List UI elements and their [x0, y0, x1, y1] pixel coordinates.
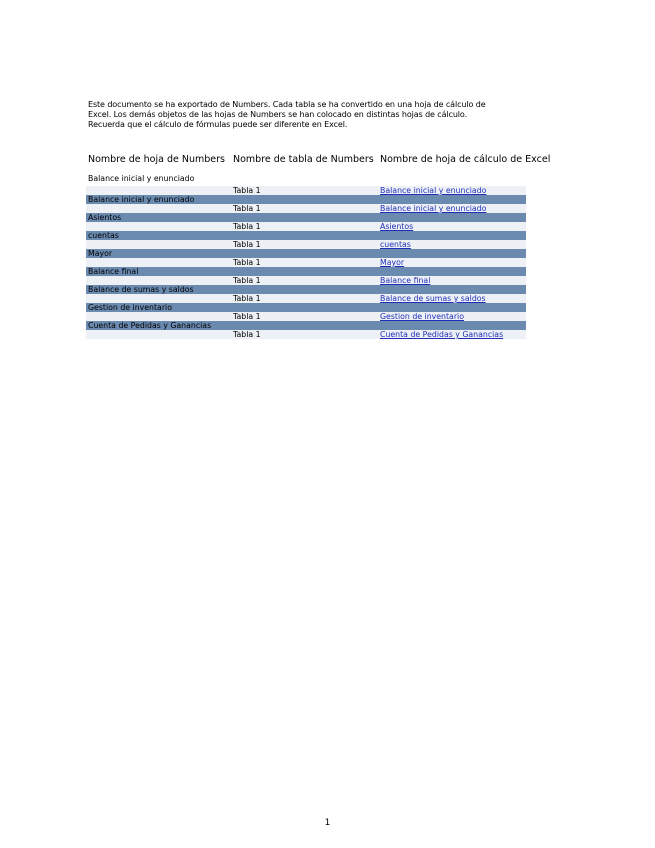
excel-sheet-link[interactable]: Asientos: [380, 222, 414, 231]
sheet-name: Gestion de inventario: [88, 303, 172, 312]
sheet-row: [86, 267, 526, 276]
table-row: [86, 258, 526, 267]
excel-sheet-link[interactable]: Balance inicial y enunciado: [380, 204, 487, 213]
header-table-name: Nombre de tabla de Numbers: [233, 154, 374, 165]
page-number: 1: [324, 818, 331, 828]
sheet-row: [86, 172, 526, 186]
excel-sheet-link[interactable]: Balance inicial y enunciado: [380, 186, 487, 195]
excel-sheet-link[interactable]: cuentas: [380, 240, 411, 249]
intro-line-3: Recuerda que el cálculo de fórmulas puede ser diferente en Excel.: [88, 120, 348, 129]
sheet-name: Balance inicial y enunciado: [88, 195, 195, 204]
intro-line-1: Este documento se ha exportado de Numbers. Cada tabla se ha convertido en una hoja de cálculo de: [88, 100, 486, 109]
table-row: [86, 330, 526, 339]
excel-sheet-link[interactable]: Mayor: [380, 258, 405, 267]
excel-sheet-link[interactable]: Cuenta de Pedidas y Ganancias: [380, 330, 504, 339]
table-row: [86, 312, 526, 321]
table-row: [86, 240, 526, 249]
sheet-name: cuentas: [88, 231, 119, 240]
sheet-name: Balance de sumas y saldos: [88, 285, 194, 294]
table-name: Tabla 1: [233, 240, 261, 249]
intro-text: [88, 100, 528, 130]
table-name: Tabla 1: [233, 258, 261, 267]
sheet-name: Cuenta de Pedidas y Ganancias: [88, 321, 212, 330]
sheet-row: [86, 213, 526, 222]
sheet-row: [86, 303, 526, 312]
sheet-name: Mayor: [88, 249, 113, 258]
sheet-row: [86, 231, 526, 240]
excel-sheet-link[interactable]: Balance de sumas y saldos: [380, 294, 486, 303]
table-name: Tabla 1: [233, 204, 261, 213]
table-row: [86, 294, 526, 303]
header-sheet-name: Nombre de hoja de Numbers: [88, 154, 225, 165]
sheet-name: Asientos: [88, 213, 122, 222]
index-table: [86, 172, 526, 339]
table-row: [86, 186, 526, 195]
table-name: Tabla 1: [233, 330, 261, 339]
excel-sheet-link[interactable]: Gestion de inventario: [380, 312, 464, 321]
sheet-name: Balance final: [88, 267, 139, 276]
table-row: [86, 204, 526, 213]
table-header: [88, 154, 568, 166]
excel-sheet-link[interactable]: Balance final: [380, 276, 431, 285]
sheet-name: Balance inicial y enunciado: [88, 174, 195, 183]
table-name: Tabla 1: [233, 294, 261, 303]
table-name: Tabla 1: [233, 312, 261, 321]
sheet-row: [86, 285, 526, 294]
table-row: [86, 276, 526, 285]
header-excel-sheet: Nombre de hoja de cálculo de Excel: [380, 154, 551, 165]
sheet-row: [86, 321, 526, 330]
sheet-row: [86, 195, 526, 204]
table-name: Tabla 1: [233, 186, 261, 195]
table-row: [86, 222, 526, 231]
sheet-row: [86, 249, 526, 258]
intro-line-2: Excel. Los demás objetos de las hojas de Numbers se han colocado en distintas hojas de cálculo.: [88, 110, 468, 119]
table-name: Tabla 1: [233, 276, 261, 285]
table-name: Tabla 1: [233, 222, 261, 231]
